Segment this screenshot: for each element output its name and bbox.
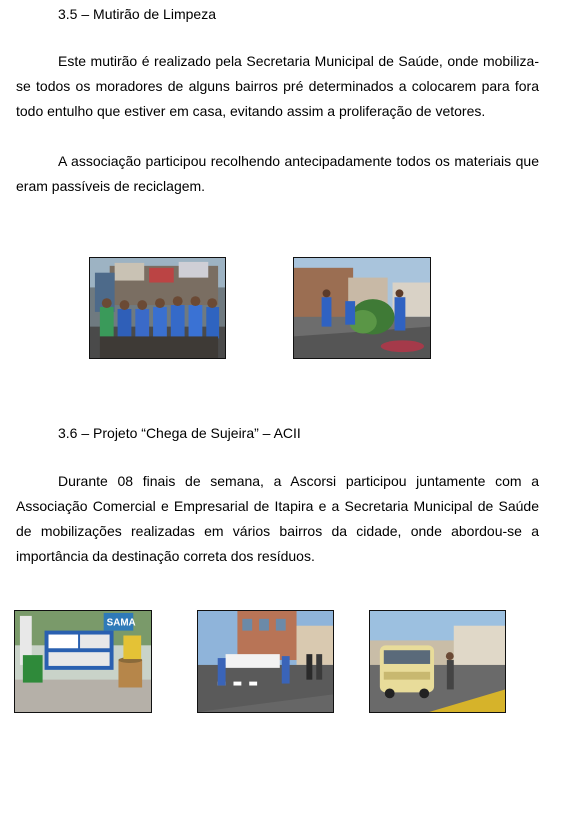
paragraph-mutirao-participation: A associação participou recolhendo antecipadamente todos os materiais que eram passíveis de reciclagem.: [16, 153, 539, 194]
photo-volunteers-truck: [89, 257, 226, 359]
section-heading-mutirao: 3.5 – Mutirão de Limpeza: [58, 6, 216, 22]
photo-recycling-stand: [14, 610, 152, 713]
photo-campaign-van: [369, 610, 506, 713]
section-heading-chega-de-sujeira: 3.6 – Projeto “Chega de Sujeira” – ACII: [58, 425, 301, 441]
paragraph-mutirao-description: Este mutirão é realizado pela Secretaria Municipal de Saúde, onde mobiliza-se todos os moradores de alguns bairros pré determinados a colocarem para fora todo entulho que estiver em casa, evitando assim a proliferação de vetores.: [16, 53, 539, 119]
photo-street-march: [197, 610, 334, 713]
paragraph-chega-de-sujeira-description: Durante 08 finais de semana, a Ascorsi participou juntamente com a Associação Comercial e Empresarial de Itapira e a Secretaria Municipal de Saúde de mobilizações realizadas em vários bairros da cidade, onde abordou-se a importância da destinação correta dos resíduos.: [16, 473, 539, 564]
sama-sign-text: SAMA: [106, 617, 136, 629]
photo-volunteers-clearing: [293, 257, 431, 359]
